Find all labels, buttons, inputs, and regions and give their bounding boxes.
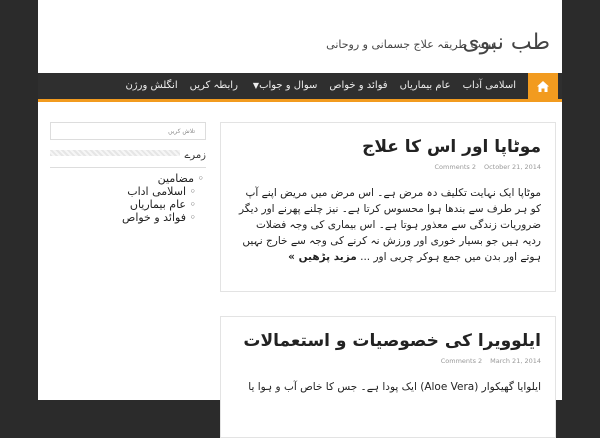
nav-item-label: سوال و جواب bbox=[259, 80, 318, 91]
post-title[interactable]: موٹاپا اور اس کا علاج bbox=[362, 137, 541, 157]
post-meta bbox=[435, 163, 541, 171]
nav-item-label: رابطہ کریں bbox=[189, 80, 238, 91]
post-article bbox=[220, 316, 556, 438]
post-excerpt bbox=[239, 185, 541, 265]
post-comments-link[interactable] bbox=[435, 163, 476, 171]
main-navigation bbox=[38, 73, 562, 102]
nav-home-button[interactable] bbox=[528, 73, 558, 99]
nav-item-common-diseases[interactable] bbox=[394, 73, 457, 99]
comments-label: Comments bbox=[434, 163, 470, 171]
nav-item-label: انگلش ورژن bbox=[125, 80, 178, 91]
nav-item-label: عام بیماریاں bbox=[399, 80, 451, 91]
nav-item-islamic-adab[interactable] bbox=[457, 73, 522, 99]
comments-count: 2 bbox=[478, 357, 483, 365]
nav-item-english-version[interactable] bbox=[119, 73, 183, 99]
widget-underline bbox=[50, 167, 206, 168]
nav-menu bbox=[119, 73, 522, 99]
category-item-articles[interactable]: ◦ مضامین bbox=[52, 172, 208, 185]
site-description: سنت طریقہ علاج جسمانی و روحانی bbox=[326, 38, 494, 51]
site-title[interactable]: طب نبوی bbox=[462, 30, 550, 55]
nav-item-label: اسلامی آداب bbox=[462, 80, 516, 91]
post-excerpt-text: ایلوایا گھیکوار (Aloe Vera) ایک پودا ہے۔ جس کا خاص آب و ہوا یا bbox=[248, 381, 541, 393]
categories-list bbox=[52, 172, 208, 224]
nav-item-contact[interactable] bbox=[184, 73, 244, 99]
post-date: March 21, 2014 bbox=[490, 357, 541, 365]
read-more-link[interactable]: مزید پڑھیں » bbox=[288, 251, 357, 263]
post-excerpt bbox=[239, 379, 541, 395]
category-item-islamic-adab[interactable]: ◦ اسلامی اداب bbox=[52, 185, 208, 198]
search-input[interactable]: تلاش کریں bbox=[50, 122, 206, 140]
comments-label: Comments bbox=[440, 357, 476, 365]
post-meta bbox=[441, 357, 541, 365]
post-excerpt-text: موٹاپا ایک نہایت تکلیف دہ مرض ہے۔ اس مرض میں مریض اپنے آپ کو ہر طرف سے بندھا ہوا محسوس کرتا ہے۔ نیز چلنے پھرنے اور دیگر ضروریات زندگی سے معذور ہوتا ہے۔ اس بیماری کی وجہ فضلات ردیہ ہیں جو بسیار خوری اور ورزش نہ کرنے کی وجہ سے خارج نہیں ہوتے اور بدن میں جمع ہوکر چربی اور ... bbox=[238, 187, 541, 263]
comments-count: 2 bbox=[471, 163, 476, 171]
post-comments-link[interactable] bbox=[441, 357, 482, 365]
page bbox=[38, 0, 562, 400]
chevron-down-icon: ▼ bbox=[252, 81, 260, 90]
nav-item-benefits[interactable] bbox=[323, 73, 393, 99]
post-date: October 21, 2014 bbox=[483, 163, 541, 171]
categories-widget-title: زمرے bbox=[180, 150, 206, 161]
site-header bbox=[38, 0, 562, 72]
post-article bbox=[220, 122, 556, 292]
home-icon bbox=[536, 80, 550, 93]
nav-item-label: فوائد و خواص bbox=[329, 80, 388, 91]
post-title[interactable]: ایلوویرا کی خصوصیات و استعمالات bbox=[243, 331, 541, 351]
main-content bbox=[220, 118, 554, 408]
nav-item-qa[interactable] bbox=[244, 73, 323, 99]
category-item-benefits[interactable]: ◦ فوائد و خواص bbox=[52, 211, 208, 224]
category-item-common-diseases[interactable]: ◦ عام بیماریاں bbox=[52, 198, 208, 211]
